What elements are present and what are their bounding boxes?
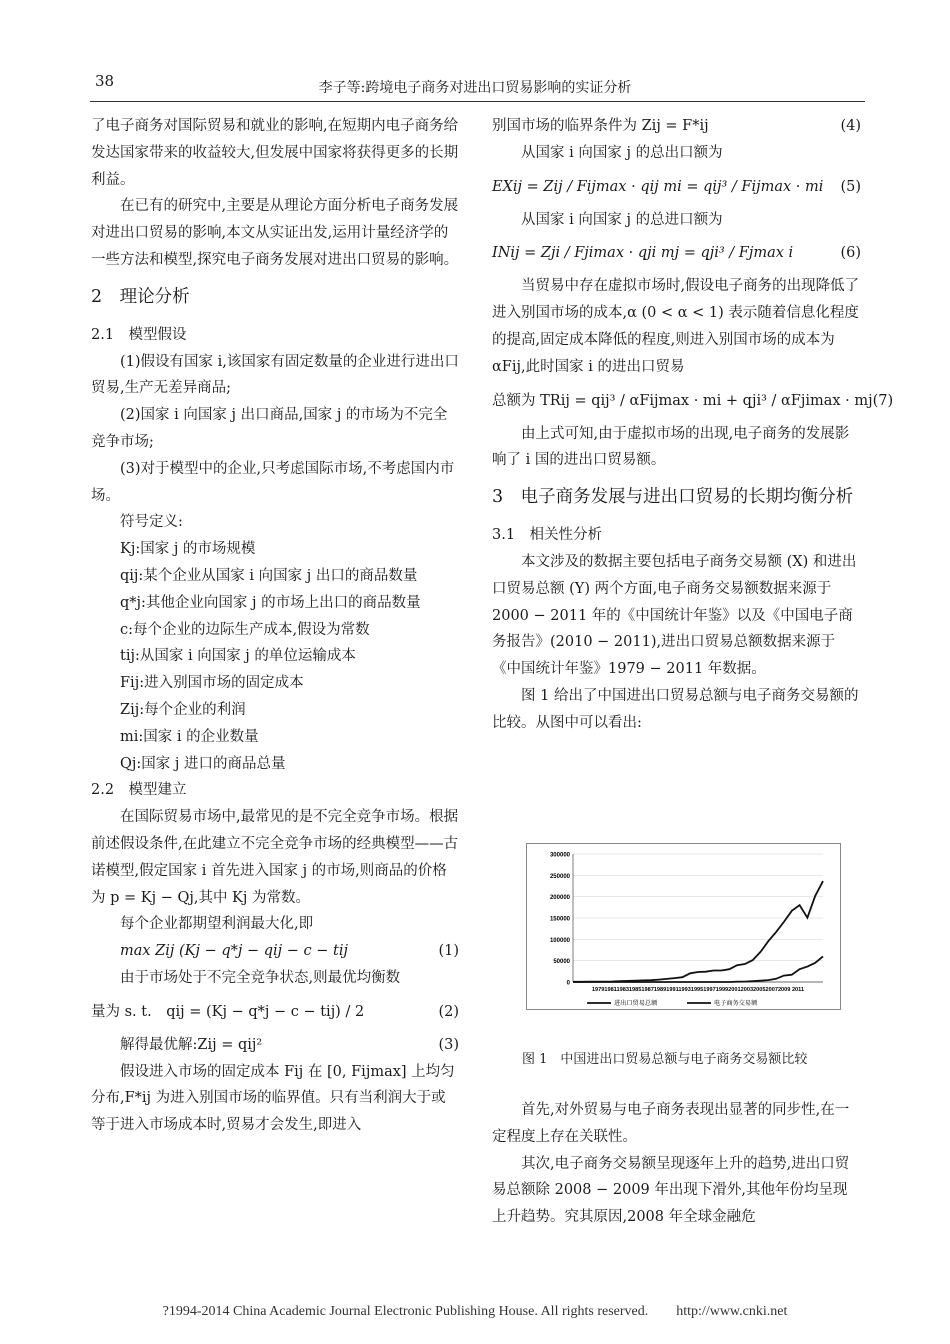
paragraph: 在已有的研究中,主要是从理论方面分析电子商务发展对进出口贸易的影响,本文从实证出发,运用计量经济学的一些方法和模型,探究电子商务发展对进出口贸易的影响。 [91,198,459,268]
paragraph: 假设进入市场的固定成本 Fij 在 [0, Fijmax] 上均匀分布,F*ij 为进入别国市场的临界值。只有当利润大于或等于进入市场成本时,贸易才会发生,即进入 [91,1063,455,1134]
paragraph: 了电子商务对国际贸易和就业的影响,在短期内电子商务给发达国家带来的收益较大,但发展中国家将获得更多的长期利益。 [91,118,459,188]
symbol-def: q*j:其他企业向国家 j 的市场上出口的商品数量 [120,594,421,611]
equation-number: (4) [840,118,861,134]
equation-number: (5) [840,178,861,195]
equation-number: (7) [872,392,894,409]
assumption-3: (3)对于模型中的企业,只考虑国际市场,不考虑国内市场。 [91,460,455,504]
paragraph: 由上式可知,由于虚拟市场的出现,电子商务的发展影响了 i 国的进出口贸易额。 [492,425,850,469]
header-rule [90,101,865,102]
equation-number: (2) [438,1003,459,1020]
subsection-heading: 2.2 模型建立 [91,782,187,799]
equation-body: 解得最优解:Zij = qij² [120,1036,263,1053]
subsection-heading: 2.1 模型假设 [91,326,187,343]
figure-caption: 图 1 中国进出口贸易总额与电子商务交易额比较 [522,1052,808,1067]
paragraph: 每个企业都期望利润最大化,即 [120,916,314,933]
series-line-0 [573,881,823,982]
left-column [91,113,459,1139]
equation-2 [91,992,459,1032]
legend-label: 电子商务交易额 [714,1000,758,1007]
series-line-1 [573,956,823,982]
equation-body: 量为 s. t. qij = (Kj − q*j − c − tij) / 2 [91,1003,365,1020]
equation-number: (1) [438,943,459,960]
paragraph: 首先,对外贸易与电子商务表现出显著的同步性,在一定程度上存在关联性。 [492,1102,850,1145]
paragraph: 其次,电子商务交易额呈现逐年上升的趋势,进出口贸易总额除 2008 − 2009 年出现下滑外,其他年份均呈现上升趋势。究其原因,2008 年全球金融危 [492,1155,850,1226]
right-column-continued [492,1097,861,1231]
equation-body: INij = Zji / Fjimax · qji mj = qji³ / Fjmax i [492,245,794,262]
section-heading: 3 电子商务发展与进出口贸易的长期均衡分析 [492,487,854,508]
paragraph: 本文涉及的数据主要包括电子商务交易额 (X) 和进出口贸易总额 (Y) 两个方面,电子商务交易额数据来源于 2000 − 2011 年的《中国统计年鉴》以及《中国电子商务报告》(2010 − 2011),进出口贸易总额数据来源于《中国统计年鉴》1979 − 2011 年数据。 [492,553,857,678]
symbol-heading: 符号定义: [120,514,183,531]
right-column [492,113,894,737]
equation-body: 总额为 TRij = qij³ / αFijmax · mi + qji³ / αFjimax · mj [492,392,873,409]
equation-number: (6) [840,245,861,262]
line-chart [527,844,840,1009]
symbol-def: mi:国家 i 的企业数量 [120,728,259,745]
equation-7 [492,381,894,421]
paragraph: 当贸易中存在虚拟市场时,假设电子商务的出现降低了进入别国市场的成本,α (0 < α < 1) 表示随着信息化程度的提高,固定成本降低的程度,则进入别国市场的成本为 αFij,此时国家 i 的进出口贸易 [492,278,860,375]
equation-body: EXij = Zij / Fijmax · qij mi = qij³ / Fijmax · mi [492,178,824,195]
symbol-def: Zij:每个企业的利润 [120,701,246,718]
section-heading: 2 理论分析 [91,286,190,307]
symbol-def: Qj:国家 j 进口的商品总量 [120,755,286,772]
y-tick-label: 300000 [549,852,570,859]
legend-label: 进出口贸易总额 [614,1000,658,1007]
symbol-def: tij:从国家 i 向国家 j 的单位运输成本 [120,648,356,665]
x-tick-labels: 1979198119831985198719891991199319951997199920012003200520072009 2011 [591,987,805,993]
equation-body: max Zij (Kj − q*j − qij − c − tij [120,943,348,960]
symbol-def: qij:某个企业从国家 i 向国家 j 出口的商品数量 [120,567,418,584]
equation-6 [492,233,861,273]
paragraph: 图 1 给出了中国进出口贸易总额与电子商务交易额的比较。从图中可以看出: [492,687,859,731]
footer-copyright: ?1994-2014 China Academic Journal Electronic Publishing House. All rights reserved. http://www.cnki.net [162,1304,788,1319]
equation-5 [492,167,861,207]
page-number: 38 [95,72,115,90]
paragraph: 在国际贸易市场中,最常见的是不完全竞争市场。根据前述假设条件,在此建立不完全竞争市场的经典模型——古诺模型,假定国家 i 首先进入国家 j 的市场,则商品的价格为 p = Kj − Qj,其中 Kj 为常数。 [91,809,459,906]
equation-body: 别国市场的临界条件为 Zij = F*ij [492,118,709,134]
equation-3 [91,1032,459,1059]
paragraph: 由于市场处于不完全竞争状态,则最优均衡数 [120,969,401,986]
y-tick-label: 150000 [549,916,570,923]
figure-1-chart [526,843,841,1010]
running-title: 李子等:跨境电子商务对进出口贸易影响的实证分析 [318,80,632,96]
symbol-def: Fij:进入别国市场的固定成本 [120,675,304,692]
symbol-def: Kj:国家 j 的市场规模 [120,541,256,558]
assumption-1: (1)假设有国家 i,该国家有固定数量的企业进行进出口贸易,生产无差异商品; [91,353,459,397]
y-tick-label: 50000 [553,959,570,966]
equation-1 [91,938,459,965]
equation-4 [492,113,861,140]
paragraph: 从国家 i 向国家 j 的总进口额为 [521,211,723,228]
y-tick-label: 250000 [549,873,570,880]
y-tick-label: 0 [566,980,570,987]
equation-number: (3) [438,1036,459,1053]
symbol-def: c:每个企业的边际生产成本,假设为常数 [120,621,370,638]
y-tick-label: 200000 [549,895,570,902]
assumption-2: (2)国家 i 向国家 j 出口商品,国家 j 的市场为不完全竞争市场; [91,407,448,450]
subsection-heading: 3.1 相关性分析 [492,527,603,544]
paragraph: 从国家 i 向国家 j 的总出口额为 [521,144,723,161]
y-tick-label: 100000 [549,937,570,944]
